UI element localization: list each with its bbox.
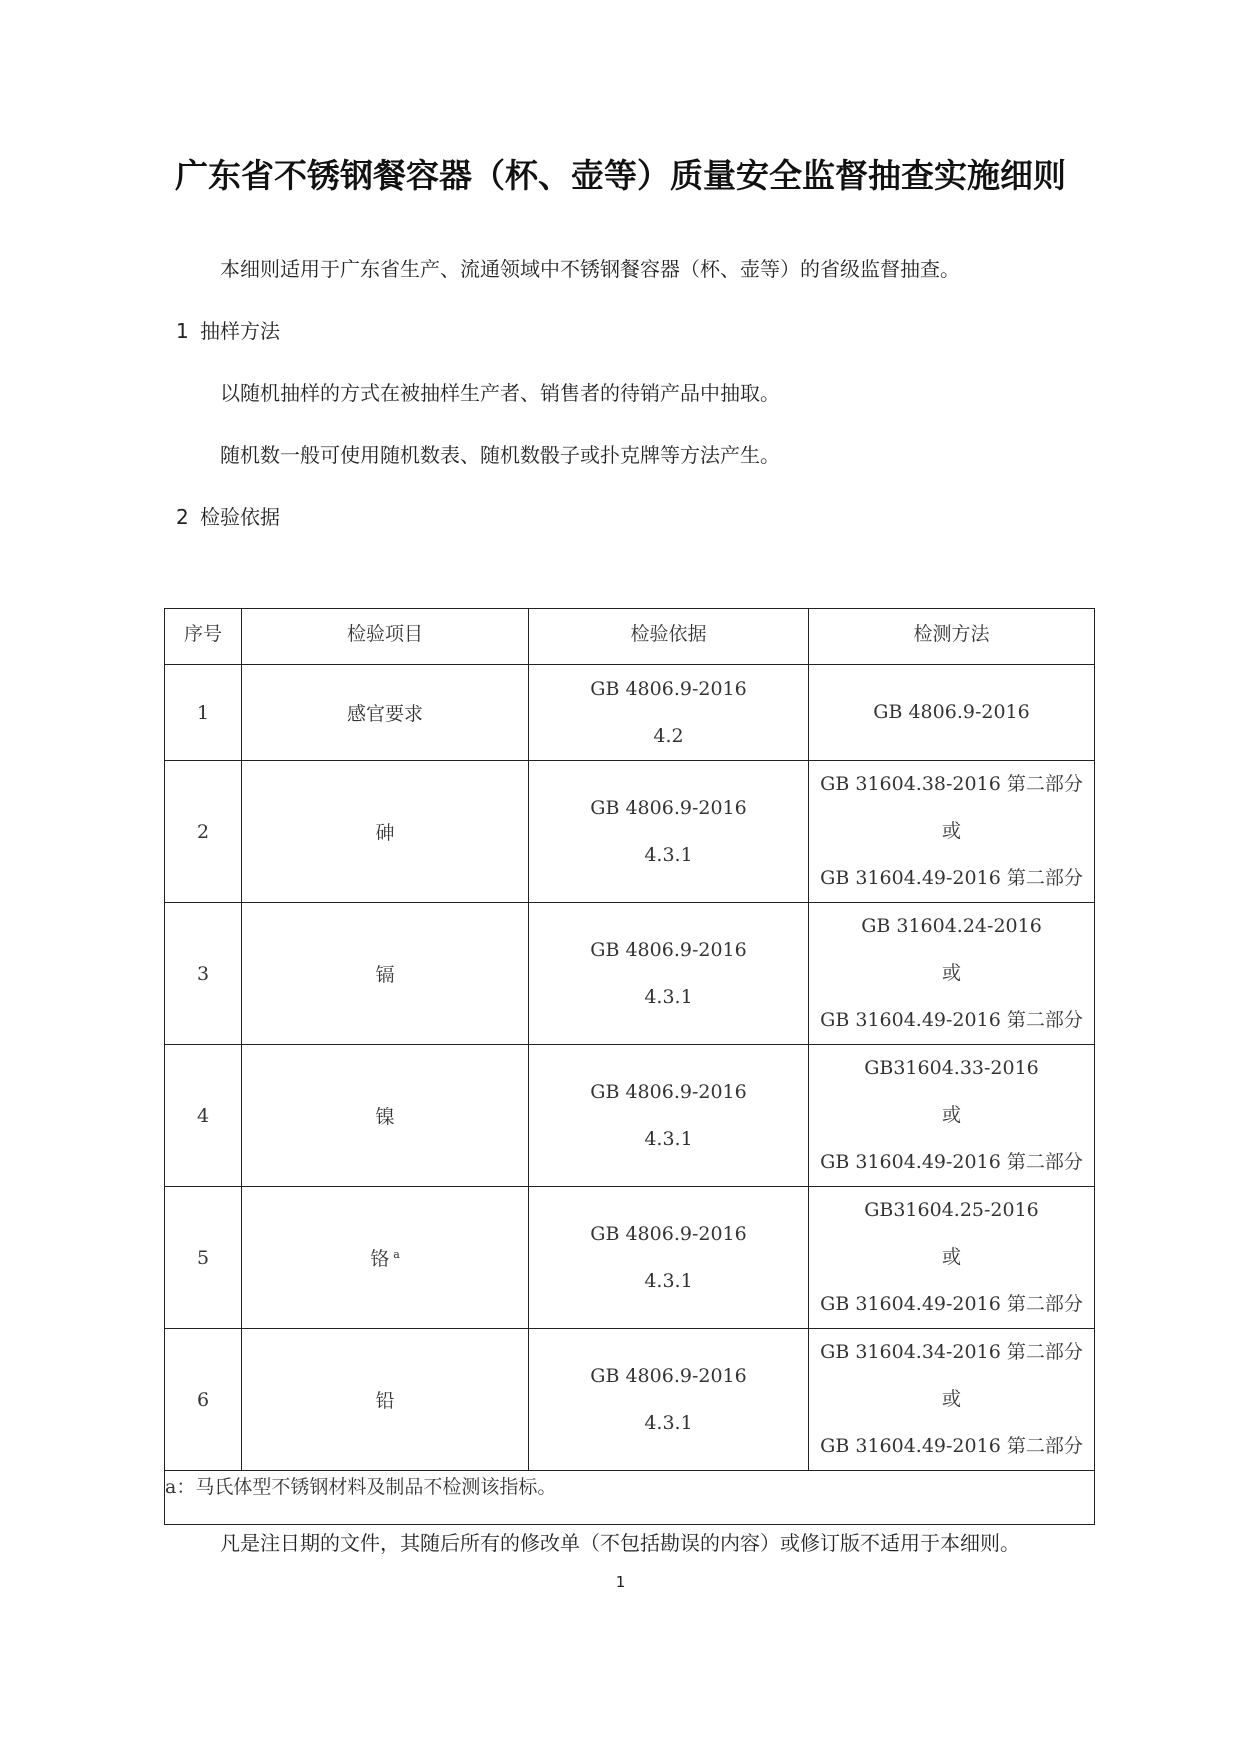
method-standard-alt: GB 31604.49-2016 第二部分 — [820, 1293, 1083, 1315]
method-standard: GB 31604.38-2016 第二部分 — [820, 773, 1083, 795]
method-standard-alt: GB 31604.49-2016 第二部分 — [820, 1151, 1083, 1173]
method-standard: GB 4806.9-2016 — [873, 701, 1030, 723]
basis-clause: 4.3.1 — [644, 1411, 693, 1434]
method-standard-alt: GB 31604.49-2016 第二部分 — [820, 867, 1083, 889]
page-number: 1 — [615, 1573, 626, 1591]
method-standard-alt: GB 31604.49-2016 第二部分 — [820, 1435, 1083, 1457]
method-or: 或 — [941, 962, 961, 984]
cell-basis — [529, 903, 809, 1045]
table-row — [165, 903, 1095, 1045]
table-note-row — [165, 1471, 1095, 1525]
cell-basis — [529, 1045, 809, 1187]
closing-paragraph: 凡是注日期的文件，其随后所有的修改单（不包括勘误的内容）或修订版不适用于本细则。 — [220, 1531, 1020, 1555]
basis-clause: 4.3.1 — [644, 985, 693, 1008]
basis-standard: GB 4806.9-2016 — [590, 1364, 747, 1387]
method-standard: GB31604.33-2016 — [864, 1057, 1039, 1079]
basis-standard: GB 4806.9-2016 — [590, 938, 747, 961]
item-name: 砷 — [375, 822, 395, 844]
cell-basis — [529, 665, 809, 761]
table-row — [165, 1329, 1095, 1471]
cell-method — [809, 1187, 1095, 1329]
table-row — [165, 665, 1095, 761]
section-title: 抽样方法 — [200, 319, 280, 343]
cell-basis — [529, 1329, 809, 1471]
table-row — [165, 761, 1095, 903]
table-row — [165, 1045, 1095, 1187]
item-name: 镍 — [375, 1106, 395, 1128]
method-standard: GB 31604.34-2016 第二部分 — [820, 1341, 1083, 1363]
method-or: 或 — [941, 1388, 961, 1410]
cell-method — [809, 1045, 1095, 1187]
basis-standard: GB 4806.9-2016 — [590, 1222, 747, 1245]
cell-no: 1 — [165, 665, 242, 761]
basis-clause: 4.3.1 — [644, 1127, 693, 1150]
basis-standard: GB 4806.9-2016 — [590, 796, 747, 819]
basis-clause: 4.3.1 — [644, 843, 693, 866]
cell-item — [242, 1329, 529, 1471]
cell-method — [809, 903, 1095, 1045]
header-cell-item: 检验项目 — [242, 609, 529, 665]
cell-method — [809, 761, 1095, 903]
method-standard: GB31604.25-2016 — [864, 1199, 1039, 1221]
sampling-paragraph-1: 以随机抽样的方式在被抽样生产者、销售者的待销产品中抽取。 — [220, 381, 780, 405]
section-heading-basis — [176, 504, 280, 530]
item-name: 感官要求 — [346, 703, 423, 725]
item-name: 铅 — [375, 1390, 395, 1412]
cell-basis — [529, 761, 809, 903]
intro-paragraph: 本细则适用于广东省生产、流通领域中不锈钢餐容器（杯、壶等）的省级监督抽查。 — [220, 257, 960, 281]
sampling-paragraph-2: 随机数一般可使用随机数表、随机数骰子或扑克牌等方法产生。 — [220, 443, 780, 467]
section-heading-sampling — [176, 318, 280, 344]
section-number: 1 — [176, 319, 189, 343]
item-name: 铬 — [370, 1248, 390, 1270]
footnote-mark: a — [393, 1247, 400, 1261]
basis-clause: 4.3.1 — [644, 1269, 693, 1292]
table-header-row — [165, 609, 1095, 665]
cell-method — [809, 665, 1095, 761]
basis-standard: GB 4806.9-2016 — [590, 1080, 747, 1103]
method-or: 或 — [941, 1246, 961, 1268]
item-name: 镉 — [375, 964, 395, 986]
cell-no: 6 — [165, 1329, 242, 1471]
method-standard-alt: GB 31604.49-2016 第二部分 — [820, 1009, 1083, 1031]
cell-item — [242, 761, 529, 903]
header-cell-method: 检测方法 — [809, 609, 1095, 665]
cell-no: 3 — [165, 903, 242, 1045]
page-title: 广东省不锈钢餐容器（杯、壶等）质量安全监督抽查实施细则 — [175, 156, 1066, 195]
section-title: 检验依据 — [200, 505, 280, 529]
table-note-cell — [165, 1471, 1095, 1525]
cell-item — [242, 665, 529, 761]
header-cell-basis: 检验依据 — [529, 609, 809, 665]
cell-no: 5 — [165, 1187, 242, 1329]
cell-item — [242, 1187, 529, 1329]
cell-no: 2 — [165, 761, 242, 903]
inspection-table — [164, 608, 1095, 1525]
table-note: a：马氏体型不锈钢材料及制品不检测该指标。 — [165, 1476, 557, 1498]
basis-clause: 4.2 — [653, 724, 684, 747]
method-or: 或 — [941, 1104, 961, 1126]
method-or: 或 — [941, 820, 961, 842]
cell-item — [242, 1045, 529, 1187]
basis-standard: GB 4806.9-2016 — [590, 677, 747, 700]
table-row — [165, 1187, 1095, 1329]
cell-basis — [529, 1187, 809, 1329]
cell-method — [809, 1329, 1095, 1471]
cell-item — [242, 903, 529, 1045]
section-number: 2 — [176, 505, 189, 529]
cell-no: 4 — [165, 1045, 242, 1187]
header-cell-no: 序号 — [165, 609, 242, 665]
method-standard: GB 31604.24-2016 — [861, 915, 1042, 937]
